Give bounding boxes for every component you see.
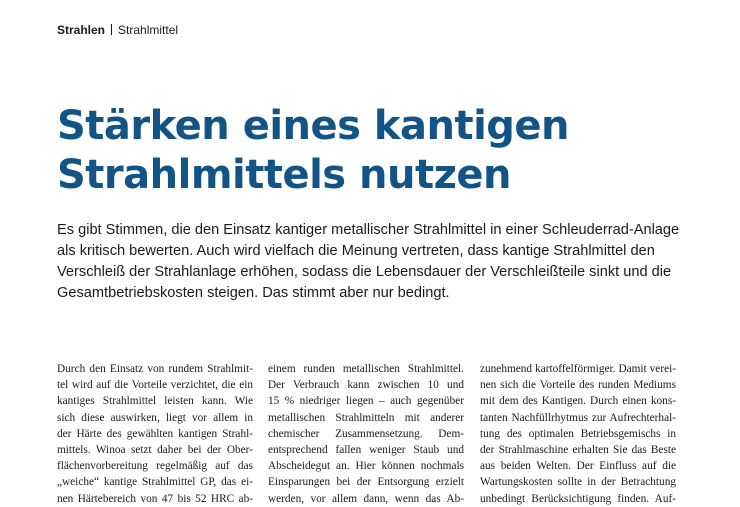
title-line: Stärken eines kantigen	[57, 103, 570, 149]
body-line: nen sich die Vorteile des runden Mediums	[480, 379, 676, 392]
body-line: zunehmend kartoffelförmiger. Damit verei-	[480, 363, 676, 375]
lead-line: als kritisch bewerten. Auch wird vielfach die Meinung vertreten, dass kantige Strahlmittel den	[57, 243, 655, 259]
body-column-1	[57, 361, 253, 507]
body-line: aus beiden Welten. Der Einfluss auf die	[480, 460, 676, 473]
body-line: einem runden metallischen Strahlmittel.	[268, 363, 464, 375]
body-line: Der Verbrauch kann zwischen 10 und	[268, 379, 464, 392]
body-line: der Härte des gewählten kantigen Strahl-	[57, 427, 253, 440]
body-column-2	[268, 361, 464, 507]
body-line: der Strahlmaschine erhalten Sie das Beste	[480, 444, 676, 457]
body-line: flächenvorbereitung regelmäßig auf das	[57, 460, 253, 473]
lead-line: Verschleiß der Strahlanlage erhöhen, sodass die Lebensdauer der Verschleißteile sinkt und die	[57, 264, 672, 280]
body-line: Durch den Einsatz von rundem Strahlmit-	[57, 363, 253, 375]
lead-paragraph	[57, 220, 697, 304]
body-line: Wartungskosten sollte in der Betrachtung	[480, 476, 676, 489]
body-line: mittels. Winoa setzt daher bei der Ober-	[57, 444, 253, 457]
body-line: chemischer Zusammensetzung. Dem-	[268, 427, 464, 440]
article-title	[57, 102, 697, 200]
body-line: „weiche“ kantige Strahlmittel GP, das ei-	[57, 476, 253, 489]
body-line: Einsparungen bei der Entsorgung erzielt	[268, 476, 464, 489]
lead-line: Gesamtbetriebskosten steigen. Das stimmt aber nur bedingt.	[57, 285, 450, 301]
breadcrumb	[57, 22, 178, 38]
body-line: nen Härtebereich von 47 bis 52 HRC ab-	[57, 492, 253, 505]
body-line: kantiges Strahlmittel leisten kann. Wie	[57, 395, 253, 408]
body-line: 15 % niedriger liegen – auch gegenüber	[268, 395, 464, 408]
body-column-3	[480, 361, 676, 507]
body-line: entsprechend fallen weniger Staub und	[268, 444, 464, 457]
breadcrumb-subsection: Strahlmittel	[118, 23, 179, 37]
body-line: unbedingt Berücksichtigung finden. Auf-	[480, 492, 676, 505]
breadcrumb-separator	[111, 24, 112, 35]
body-line: sich diese auswirken, liegt vor allem in	[57, 411, 253, 424]
body-line: mit dem des Kantigen. Durch einen kons-	[480, 395, 676, 408]
title-line: Strahlmittels nutzen	[57, 152, 512, 198]
breadcrumb-section: Strahlen	[57, 23, 106, 37]
body-line: Abscheidegut an. Hier können nochmals	[268, 460, 464, 473]
lead-line: Es gibt Stimmen, die den Einsatz kantiger metallischer Strahlmittel in einer Schleuderrad-Anlage	[57, 222, 680, 238]
body-line: tung des optimalen Betriebsgemischs in	[480, 427, 676, 440]
body-line: tanten Nachfüllrhytmus zur Aufrechterhal-	[480, 411, 676, 424]
body-line: tel wird auf die Vorteile verzichtet, die ein	[57, 379, 253, 392]
body-line: werden, vor allem dann, wenn das Ab-	[268, 492, 464, 505]
body-line: metallischen Strahlmitteln mit anderer	[268, 411, 464, 424]
